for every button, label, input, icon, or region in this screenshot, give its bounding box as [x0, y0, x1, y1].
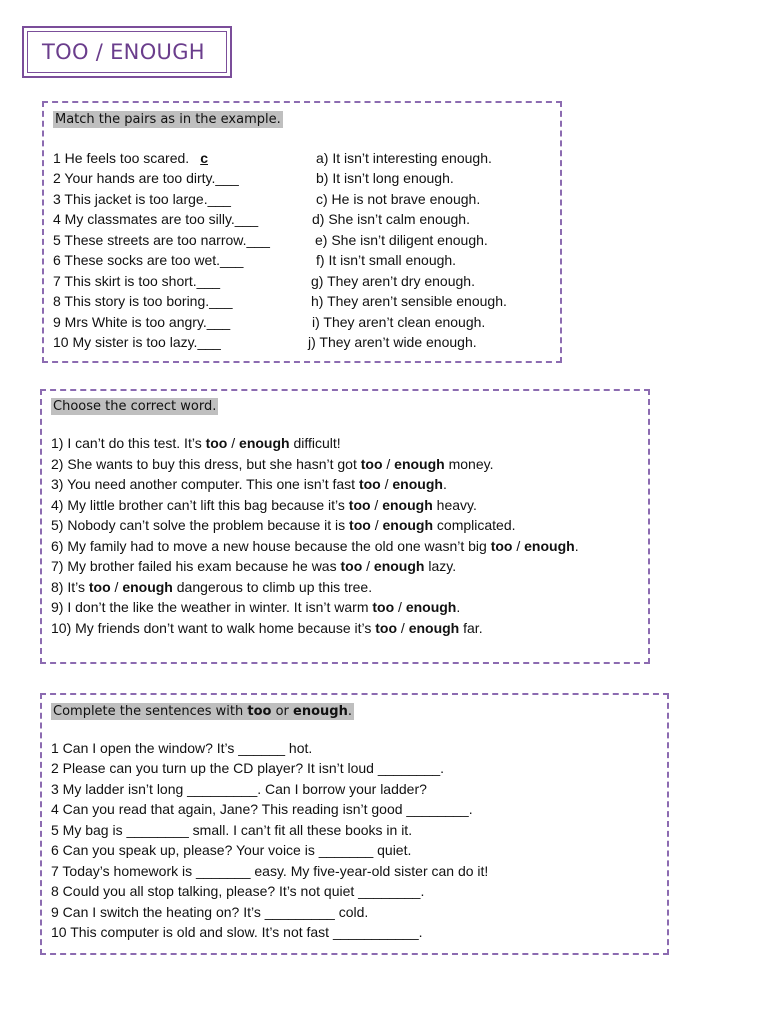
right-item: c) He is not brave enough.	[316, 191, 481, 207]
title-box	[22, 26, 232, 78]
choice-sentence: 1) I can’t do this test. It’s too / enough difficult!	[51, 435, 341, 451]
choice-sentence: 7) My brother failed his exam because he was too / enough lazy.	[51, 558, 457, 574]
title-inner-border	[27, 31, 227, 73]
fill-sentence: 7 Today’s homework is _______ easy. My five-year-old sister can do it!	[51, 863, 489, 879]
right-item: a) It isn’t interesting enough.	[316, 150, 492, 166]
fill-sentence: 4 Can you read that again, Jane? This reading isn’t good ________.	[51, 801, 473, 817]
left-item: 8 This story is too boring.___	[53, 293, 233, 309]
right-item: b) It isn’t long enough.	[316, 170, 454, 186]
fill-sentence: 1 Can I open the window? It’s ______ hot.	[51, 740, 313, 756]
complete-sentences-section	[40, 693, 669, 955]
match-instruction: Match the pairs as in the example.	[55, 112, 281, 127]
left-item: 5 These streets are too narrow.___	[53, 232, 270, 248]
match-pairs-section	[42, 101, 562, 363]
choose-instruction: Choose the correct word.	[53, 399, 217, 414]
left-item: 6 These socks are too wet.___	[53, 252, 244, 268]
choice-sentence: 4) My little brother can’t lift this bag because it’s too / enough heavy.	[51, 497, 477, 513]
choose-word-section	[40, 389, 650, 664]
right-item: d) She isn’t calm enough.	[312, 211, 470, 227]
left-item: 7 This skirt is too short.___	[53, 273, 221, 289]
right-item: g) They aren’t dry enough.	[311, 273, 475, 289]
left-item: 1 He feels too scared. c	[53, 149, 211, 167]
page-title: TOO / ENOUGH	[42, 40, 205, 64]
right-item: e) She isn’t diligent enough.	[315, 232, 488, 248]
fill-sentence: 6 Can you speak up, please? Your voice is _______ quiet.	[51, 842, 412, 858]
choice-sentence: 10) My friends don’t want to walk home because it’s too / enough far.	[51, 620, 483, 636]
choice-sentence: 6) My family had to move a new house because the old one wasn’t big too / enough.	[51, 538, 579, 554]
choice-sentence: 2) She wants to buy this dress, but she hasn’t got too / enough money.	[51, 456, 494, 472]
left-item: 2 Your hands are too dirty.___	[53, 170, 239, 186]
fill-sentence: 9 Can I switch the heating on? It’s _________ cold.	[51, 904, 369, 920]
right-item: j) They aren’t wide enough.	[308, 334, 477, 350]
left-item: 9 Mrs White is too angry.___	[53, 314, 231, 330]
choice-sentence: 9) I don’t the like the weather in winter. It isn’t warm too / enough.	[51, 599, 461, 615]
right-item: f) It isn’t small enough.	[316, 252, 457, 268]
left-item: 3 This jacket is too large.___	[53, 191, 231, 207]
choice-sentence: 5) Nobody can’t solve the problem because it is too / enough complicated.	[51, 517, 516, 533]
left-item: 10 My sister is too lazy.___	[53, 334, 221, 350]
fill-sentence: 5 My bag is ________ small. I can’t fit all these books in it.	[51, 822, 413, 838]
choice-sentence: 3) You need another computer. This one isn’t fast too / enough.	[51, 476, 447, 492]
fill-sentence: 8 Could you all stop talking, please? It’s not quiet ________.	[51, 883, 425, 899]
choice-sentence: 8) It’s too / enough dangerous to climb up this tree.	[51, 579, 373, 595]
right-item: h) They aren’t sensible enough.	[311, 293, 507, 309]
complete-instruction: Complete the sentences with too or enough.	[53, 704, 352, 719]
right-item: i) They aren’t clean enough.	[312, 314, 486, 330]
fill-sentence: 10 This computer is old and slow. It’s not fast ___________.	[51, 924, 423, 940]
left-item: 4 My classmates are too silly.___	[53, 211, 259, 227]
fill-sentence: 3 My ladder isn’t long _________. Can I borrow your ladder?	[51, 781, 427, 797]
fill-sentence: 2 Please can you turn up the CD player? It isn’t loud ________.	[51, 760, 445, 776]
example-answer: c	[200, 150, 208, 166]
